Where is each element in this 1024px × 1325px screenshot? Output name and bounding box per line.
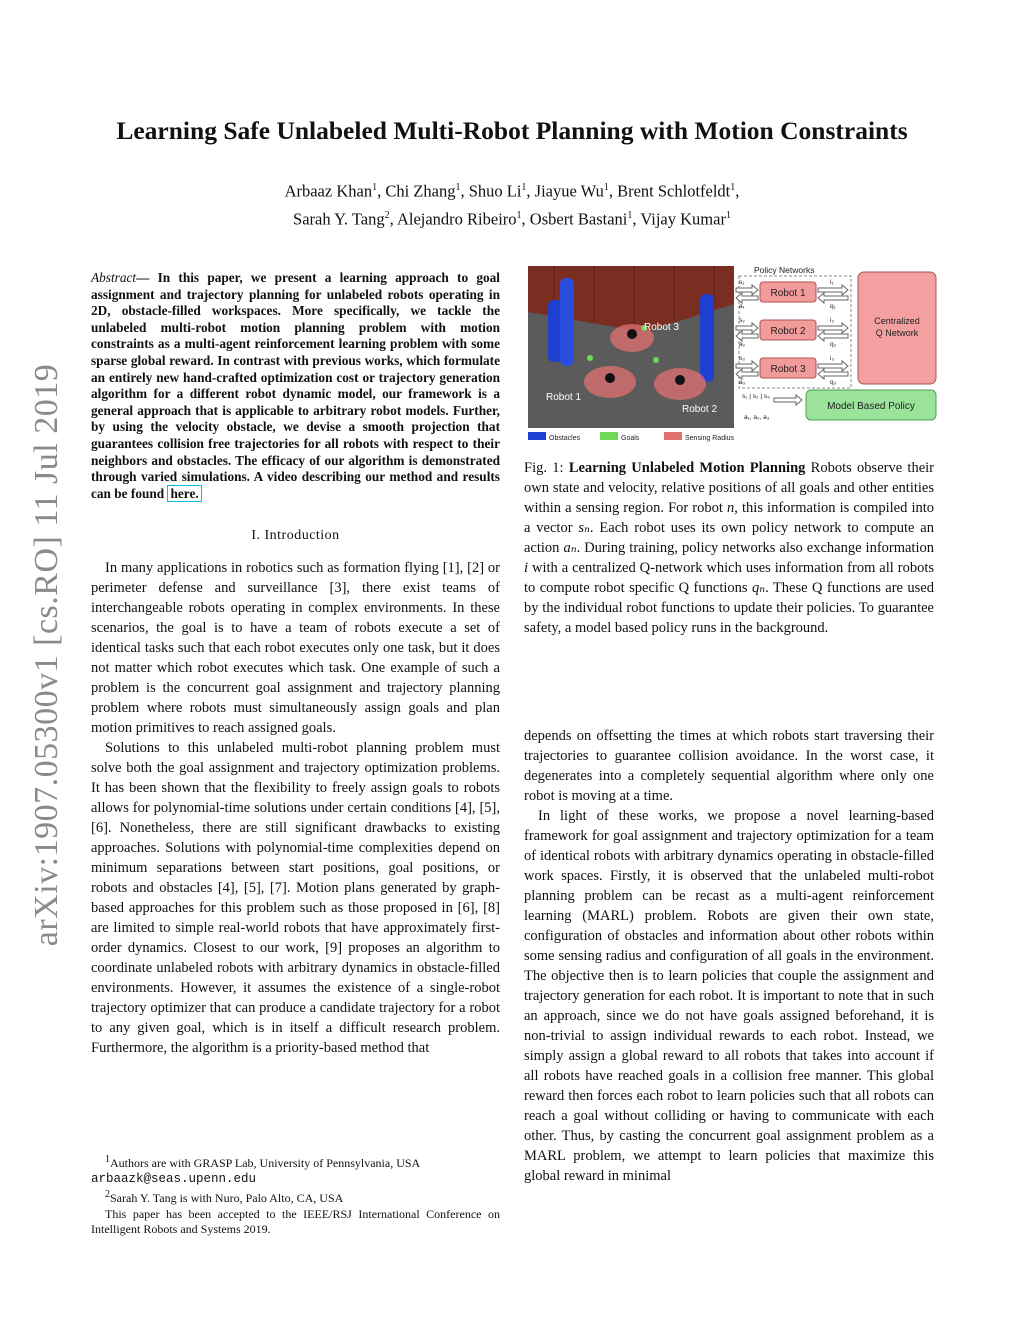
section-heading: I. Introduction bbox=[251, 528, 340, 544]
svg-text:q₁: q₁ bbox=[830, 303, 836, 310]
svg-text:i₁: i₁ bbox=[830, 279, 834, 286]
author: Jiayue Wu bbox=[534, 181, 604, 201]
scene-label-robot3: Robot 3 bbox=[644, 322, 680, 333]
svg-text:s₂: s₂ bbox=[739, 317, 745, 324]
svg-text:s₃: s₃ bbox=[739, 355, 745, 362]
svg-text:s₁ | s₂ | s₃: s₁ | s₂ | s₃ bbox=[742, 393, 770, 400]
scene-label-robot1: Robot 1 bbox=[546, 392, 582, 403]
svg-text:Robot 1: Robot 1 bbox=[770, 288, 806, 299]
intro-paragraph-1: In many applications in robotics such as formation flying [1], [2] or perimeter defense and surveillance [3], there exist teams of interchangeable robots operating in complex environments. In these scenarios, the goal is to have a team of robots execute a set of identical tasks such that each robot executes only one task, but it does not matter which robot executes which task. One example of such a problem is the concurrent goal assignment and trajectory planning problem where robots must simultaneously assign goals and plan motion primitives to reach assigned goals. bbox=[91, 560, 500, 737]
arxiv-id: arXiv:1907.05300v1 [cs.RO] 11 Jul 2019 bbox=[28, 363, 65, 947]
svg-text:a₂: a₂ bbox=[739, 341, 746, 348]
simulation-scene bbox=[528, 266, 734, 428]
svg-text:i₃: i₃ bbox=[830, 355, 835, 362]
author: Chi Zhang bbox=[385, 181, 456, 201]
author-line-1: Arbaaz Khan$^1$, Chi Zhang$^1$, Shuo Li$^1$, Jiayue Wu$^1$, Brent Schlotfeldt$^1$, bbox=[284, 181, 740, 201]
svg-text:Obstacles: Obstacles bbox=[549, 435, 581, 442]
intro-paragraph-2: Solutions to this unlabeled multi-robot planning problem must solve both the goal assignment and trajectory optimization problems. It has been shown that the flexibility to freely assign goals to robots allows for polynomial-time solutions under certain conditions [4], [5], [6]. Nonetheless, there are still significant drawbacks to existing approaches. Solutions with polynomial-time complexities depend on minimum separations between start positions, goal positions, or robots and obstacles [4], [5], [7]. Motion plans generated by graph-based approaches for this problem such as those proposed in [6], [8] are limited to simple real-world robots that have approximately first-order dynamics. Closest to our work, [9] proposes an algorithm to coordinate unlabeled robots with arbitrary dynamics in obstacle-filled environments. However, it assumes the existence of a single-robot trajectory optimizer that can produce a candidate trajectory for a robot to any given goal, which is in itself a difficult research problem. Furthermore, the algorithm is a priority-based method that bbox=[91, 740, 500, 1057]
right-paragraph-2: In light of these works, we propose a novel learning-based framework for goal assignment and trajectory optimization for a team of identical robots with arbitrary dynamics operating in obstacle-filled work spaces. Firstly, it is observed that the unlabeled multi-robot planning problem can be recast as a multi-agent reinforcement learning (MARL) problem. Robots are given their own state, configuration of obstacles and information about other robots within some sensing radius and configuration of all goals in the environment. The objective then is to learn policies that couple the assignment and trajectory generation for each robot. It is important to note that in such an approach, since we do not have goals assigned beforehand, it is non-trivial to assign individual rewards to each robot. Instead, we simply assign a global reward to all robots that takes into account if all robots have reached goals in a collision free manner. This global reward then forces each robot to learn policies such that all robots can reach a goal without colliding or having to communicate with each other. Thus, by casting the concurrent goal assignment problem as a MARL problem, we attempt to learn policies that maximize this global reward in minimal bbox=[524, 808, 934, 1184]
svg-text:Model Based Policy: Model Based Policy bbox=[827, 401, 915, 412]
footnote-3: This paper has been accepted to the IEEE/RSJ International Conference on Intelligent Robots and Systems 2019. bbox=[91, 1206, 500, 1236]
svg-text:Centralized: Centralized bbox=[874, 316, 920, 326]
svg-text:a₃: a₃ bbox=[739, 379, 746, 386]
svg-text:Robot 3: Robot 3 bbox=[770, 364, 806, 375]
author: Shuo Li bbox=[468, 181, 522, 201]
robot-marker bbox=[605, 373, 615, 383]
scene-legend bbox=[528, 432, 735, 442]
paper-title: Learning Safe Unlabeled Multi-Robot Planning with Motion Constraints bbox=[116, 116, 908, 145]
author-line-2: Sarah Y. Tang$^2$, Alejandro Ribeiro$^1$, Osbert Bastani$^1$, Vijay Kumar$^1$ bbox=[293, 209, 731, 228]
left-column bbox=[91, 270, 500, 1058]
goal-marker bbox=[587, 355, 593, 361]
author: Arbaaz Khan bbox=[284, 181, 373, 201]
svg-text:a₁: a₁ bbox=[739, 303, 745, 310]
right-column bbox=[524, 726, 934, 1186]
footnote-2: $^2$Sarah Y. Tang is with Nuro, Palo Alto, CA, USA bbox=[105, 1189, 344, 1205]
author: Brent Schlotfeldt bbox=[617, 181, 731, 201]
right-paragraph-1: depends on offsetting the times at which robots start traversing their trajectories to guarantee collision avoidance. In the worst case, it degenerates into a completely sequential algorithm where only one robot is moving at a time. bbox=[524, 728, 934, 804]
svg-text:a₁, a₂, a₃: a₁, a₂, a₃ bbox=[744, 414, 770, 421]
robot-marker bbox=[675, 375, 685, 385]
architecture-diagram bbox=[736, 265, 936, 421]
author: Alejandro Ribeiro bbox=[396, 209, 517, 228]
obstacle-cylinder bbox=[560, 278, 574, 366]
svg-text:Robot 2: Robot 2 bbox=[770, 326, 806, 337]
figure-caption: Fig. 1: Learning Unlabeled Motion Planning Robots observe their own state and velocity, relative positions of all goals and other entities within a sensing region. For robot n, this information is compiled into a vector sₙ. Each robot uses its own policy network to compute an action aₙ. During training, policy networks also exchange information i with a centralized Q-network which uses information from all robots to compute robot specific Q functions qₙ. These Q functions are used by the individual robot functions to update their policies. To guarantee safety, a model based policy runs in the background. bbox=[524, 460, 935, 636]
svg-text:s₁: s₁ bbox=[739, 279, 745, 286]
arxiv-stamp bbox=[22, 360, 72, 950]
svg-text:Sensing Radius: Sensing Radius bbox=[685, 435, 735, 442]
footnote-1-email: arbaazk@seas.upenn.edu bbox=[91, 1171, 257, 1186]
abstract: Abstract— In this paper, we present a learning approach to goal assignment and trajectory planning for unlabeled robots operating in 2D, obstacle-filled workspaces. More specifically, we tackle the unlabeled multi-robot motion planning problem with motion constraints as a multi-agent reinforcement learning problem with some sparse global reward. In contrast with previous works, which formulate an entirely new hand-crafted optimization cost or trajectory generation algorithm for a different robot dynamic model, our framework is a general approach that is applicable to arbitrary robot models. Further, by using the velocity obstacle, we devise a smooth projection that guarantees collision free trajectories for all robots with respect to their neighbors and obstacles. The efficacy of our algorithm is demonstrated through varied simulations. A video describing our method and results can be found here. bbox=[91, 270, 500, 501]
obstacle-cylinder bbox=[548, 300, 562, 362]
author-list bbox=[60, 176, 964, 231]
goal-marker bbox=[653, 357, 659, 363]
footnote-1: $^1$Authors are with GRASP Lab, University of Pennsylvania, USA bbox=[105, 1154, 421, 1170]
footnotes bbox=[91, 1152, 500, 1238]
policy-networks-title: Policy Networks bbox=[754, 265, 815, 275]
obstacle-cylinder bbox=[700, 294, 714, 382]
author: Sarah Y. Tang bbox=[293, 209, 385, 228]
video-link[interactable]: here. bbox=[167, 485, 201, 502]
svg-text:q₂: q₂ bbox=[830, 341, 837, 348]
svg-text:Q Network: Q Network bbox=[875, 328, 919, 338]
svg-text:q₃: q₃ bbox=[830, 379, 837, 386]
author: Vijay Kumar bbox=[640, 209, 726, 228]
robot-marker bbox=[627, 329, 637, 339]
scene-label-robot2: Robot 2 bbox=[682, 404, 718, 415]
figure-1 bbox=[524, 264, 942, 446]
svg-text:i₂: i₂ bbox=[830, 317, 834, 324]
abstract-label: Abstract bbox=[91, 270, 137, 285]
abstract-text: In this paper, we present a learning approach to goal assignment and trajectory planning for unlabeled robots operating in 2D, obstacle-filled workspaces. More specifically, we tackle the unlabeled multi-robot motion planning problem with motion constraints as a multi-agent reinforcement learning problem with some sparse global reward. In contrast with previous works, which formulate an entirely new hand-crafted optimization cost or trajectory generation algorithm for a different robot dynamic model, our framework is a general approach that is applicable to arbitrary robot models. Further, by using the velocity obstacle, we devise a smooth projection that guarantees collision free trajectories for all robots with respect to their neighbors and obstacles. The efficacy of our algorithm is demonstrated through varied simulations. A video describing our method and results can be found bbox=[91, 270, 500, 501]
svg-text:Goals: Goals bbox=[621, 435, 640, 442]
author: Osbert Bastani bbox=[529, 209, 628, 228]
